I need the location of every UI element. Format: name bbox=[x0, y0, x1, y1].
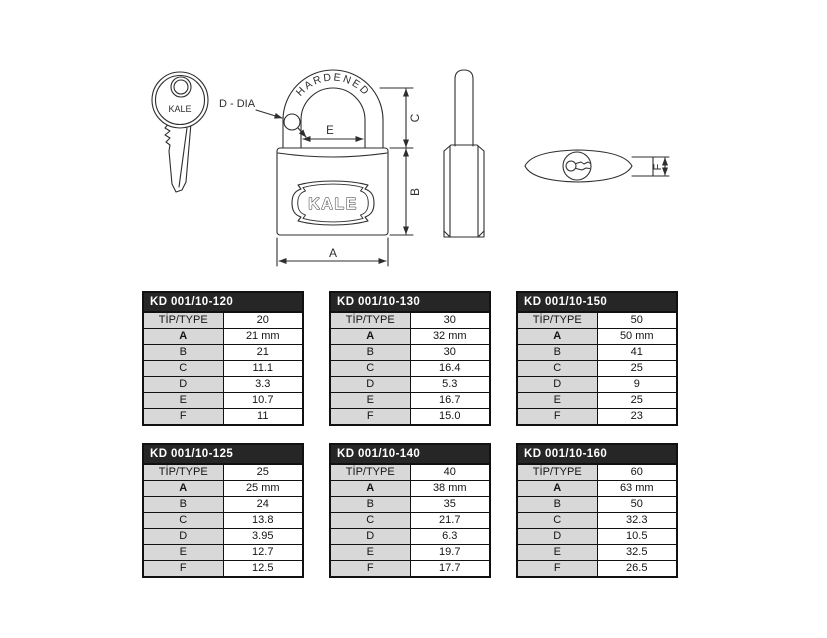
dim-value-cell: 12.5 bbox=[223, 561, 303, 578]
dim-label-cell: C bbox=[517, 361, 597, 377]
dim-value-cell: 23 bbox=[597, 409, 677, 426]
dim-e-label: E bbox=[326, 125, 334, 137]
dim-value-cell: 63 mm bbox=[597, 481, 677, 497]
table-row bbox=[330, 545, 490, 561]
dim-label-cell: D bbox=[517, 377, 597, 393]
dim-label-cell: B bbox=[330, 497, 410, 513]
dim-label-cell: B bbox=[143, 497, 223, 513]
bottom-body-outline bbox=[525, 150, 632, 182]
model-header: KD 001/10-125 bbox=[143, 444, 303, 464]
spec-tables-grid bbox=[142, 291, 678, 578]
dim-value-cell: 50 bbox=[597, 497, 677, 513]
dim-value-cell: 60 bbox=[597, 464, 677, 481]
dim-label-cell: A bbox=[330, 329, 410, 345]
badge-brand-text: KALE bbox=[308, 196, 358, 213]
table-row bbox=[143, 545, 303, 561]
dim-value-cell: 17.7 bbox=[410, 561, 490, 578]
dim-label-cell: A bbox=[143, 481, 223, 497]
model-header: KD 001/10-160 bbox=[517, 444, 677, 464]
model-header: KD 001/10-130 bbox=[330, 292, 490, 312]
table-row bbox=[330, 345, 490, 361]
spec-table-kd-130 bbox=[329, 291, 491, 426]
dim-label-cell: D bbox=[143, 377, 223, 393]
dim-value-cell: 10.7 bbox=[223, 393, 303, 409]
dim-label-cell: F bbox=[330, 409, 410, 426]
dim-label-cell: F bbox=[330, 561, 410, 578]
dim-label-cell: C bbox=[330, 361, 410, 377]
table-row bbox=[143, 409, 303, 426]
dim-value-cell: 6.3 bbox=[410, 529, 490, 545]
table-row bbox=[517, 513, 677, 529]
dim-label-cell: TİP/TYPE bbox=[517, 464, 597, 481]
spec-table-kd-120 bbox=[142, 291, 304, 426]
dim-value-cell: 40 bbox=[410, 464, 490, 481]
dim-label-cell: E bbox=[330, 545, 410, 561]
dim-value-cell: 16.7 bbox=[410, 393, 490, 409]
table-row bbox=[143, 361, 303, 377]
dim-value-cell: 32.3 bbox=[597, 513, 677, 529]
dim-a-label: A bbox=[328, 246, 338, 260]
dim-f-label: F bbox=[652, 163, 664, 171]
table-row bbox=[517, 481, 677, 497]
dim-value-cell: 20 bbox=[223, 312, 303, 329]
table-row bbox=[330, 361, 490, 377]
dimension-c bbox=[380, 88, 422, 148]
dim-value-cell: 25 bbox=[597, 393, 677, 409]
table-row bbox=[143, 481, 303, 497]
dim-label-cell: E bbox=[517, 393, 597, 409]
dim-value-cell: 25 mm bbox=[223, 481, 303, 497]
dim-value-cell: 11.1 bbox=[223, 361, 303, 377]
table-row bbox=[330, 409, 490, 426]
key-blade bbox=[165, 122, 191, 192]
dimension-f bbox=[652, 157, 669, 176]
table-row bbox=[330, 312, 490, 329]
table-row bbox=[330, 497, 490, 513]
dim-b-label: B bbox=[408, 187, 422, 197]
key-brand-text: KALE bbox=[168, 104, 192, 114]
dim-label-cell: B bbox=[143, 345, 223, 361]
dim-value-cell: 32.5 bbox=[597, 545, 677, 561]
table-row bbox=[330, 513, 490, 529]
dim-label-cell: E bbox=[517, 545, 597, 561]
dim-value-cell: 11 bbox=[223, 409, 303, 426]
dim-value-cell: 24 bbox=[223, 497, 303, 513]
dim-value-cell: 25 bbox=[597, 361, 677, 377]
dim-label-cell: E bbox=[143, 545, 223, 561]
dim-value-cell: 12.7 bbox=[223, 545, 303, 561]
table-row bbox=[143, 377, 303, 393]
dim-label-cell: TİP/TYPE bbox=[143, 464, 223, 481]
table-row bbox=[143, 497, 303, 513]
dim-value-cell: 10.5 bbox=[597, 529, 677, 545]
table-row bbox=[143, 513, 303, 529]
dim-value-cell: 21 mm bbox=[223, 329, 303, 345]
dim-value-cell: 25 bbox=[223, 464, 303, 481]
dim-value-cell: 15.0 bbox=[410, 409, 490, 426]
table-row bbox=[517, 377, 677, 393]
table-row bbox=[330, 561, 490, 578]
dim-label-cell: A bbox=[517, 329, 597, 345]
table-row bbox=[517, 561, 677, 578]
dim-value-cell: 30 bbox=[410, 345, 490, 361]
dimension-e bbox=[303, 125, 363, 139]
dim-value-cell: 3.95 bbox=[223, 529, 303, 545]
dim-label-cell: F bbox=[517, 409, 597, 426]
dim-label-cell: D bbox=[517, 529, 597, 545]
dim-label-cell: C bbox=[143, 513, 223, 529]
dim-label-cell: F bbox=[517, 561, 597, 578]
d-dia-label: D - DIA bbox=[218, 98, 256, 110]
model-header: KD 001/10-120 bbox=[143, 292, 303, 312]
spec-table-kd-150 bbox=[516, 291, 678, 426]
dim-label-cell: TİP/TYPE bbox=[330, 312, 410, 329]
dim-value-cell: 26.5 bbox=[597, 561, 677, 578]
dim-label-cell: C bbox=[330, 513, 410, 529]
dim-value-cell: 16.4 bbox=[410, 361, 490, 377]
table-row bbox=[517, 329, 677, 345]
table-row bbox=[517, 312, 677, 329]
table-row bbox=[517, 409, 677, 426]
dim-value-cell: 9 bbox=[597, 377, 677, 393]
table-row bbox=[517, 361, 677, 377]
table-row bbox=[330, 393, 490, 409]
dim-value-cell: 32 mm bbox=[410, 329, 490, 345]
table-row bbox=[143, 312, 303, 329]
dim-value-cell: 30 bbox=[410, 312, 490, 329]
table-row bbox=[517, 497, 677, 513]
dim-label-cell: C bbox=[143, 361, 223, 377]
table-row bbox=[143, 529, 303, 545]
technical-drawing bbox=[130, 35, 700, 285]
padlock-side-view bbox=[444, 70, 484, 237]
dim-label-cell: A bbox=[330, 481, 410, 497]
side-shackle-rod bbox=[455, 70, 473, 146]
d-dia-callout bbox=[219, 98, 306, 137]
table-row bbox=[143, 329, 303, 345]
d-dia-circle bbox=[284, 114, 300, 130]
hardened-text: HARDENED bbox=[293, 71, 373, 99]
key-drawing bbox=[152, 72, 208, 192]
padlock-front-view bbox=[219, 70, 422, 266]
table-row bbox=[330, 464, 490, 481]
dim-value-cell: 21.7 bbox=[410, 513, 490, 529]
spec-table-kd-140 bbox=[329, 443, 491, 578]
dim-value-cell: 21 bbox=[223, 345, 303, 361]
model-header: KD 001/10-140 bbox=[330, 444, 490, 464]
dim-label-cell: C bbox=[517, 513, 597, 529]
dim-label-cell: E bbox=[143, 393, 223, 409]
table-row bbox=[143, 393, 303, 409]
spec-table-kd-160 bbox=[516, 443, 678, 578]
dim-label-cell: TİP/TYPE bbox=[143, 312, 223, 329]
dimension-a bbox=[277, 238, 388, 266]
dim-value-cell: 3.3 bbox=[223, 377, 303, 393]
dim-value-cell: 41 bbox=[597, 345, 677, 361]
table-row bbox=[517, 464, 677, 481]
keyhole-icon bbox=[566, 161, 591, 171]
shackle-inner bbox=[301, 88, 365, 151]
dim-label-cell: D bbox=[330, 377, 410, 393]
table-row bbox=[517, 545, 677, 561]
dim-label-cell: TİP/TYPE bbox=[517, 312, 597, 329]
table-row bbox=[517, 529, 677, 545]
dim-value-cell: 19.7 bbox=[410, 545, 490, 561]
spec-table-kd-125 bbox=[142, 443, 304, 578]
dim-label-cell: TİP/TYPE bbox=[330, 464, 410, 481]
dim-label-cell: B bbox=[330, 345, 410, 361]
dim-value-cell: 50 bbox=[597, 312, 677, 329]
dim-value-cell: 38 mm bbox=[410, 481, 490, 497]
dim-c-label: C bbox=[408, 113, 422, 123]
dim-value-cell: 35 bbox=[410, 497, 490, 513]
table-row bbox=[330, 377, 490, 393]
dim-value-cell: 5.3 bbox=[410, 377, 490, 393]
table-row bbox=[143, 464, 303, 481]
table-row bbox=[330, 329, 490, 345]
dim-label-cell: F bbox=[143, 409, 223, 426]
dimension-b bbox=[390, 149, 422, 235]
dim-label-cell: D bbox=[330, 529, 410, 545]
cylinder-circle bbox=[563, 152, 591, 180]
dim-value-cell: 50 mm bbox=[597, 329, 677, 345]
dim-label-cell: D bbox=[143, 529, 223, 545]
dim-label-cell: A bbox=[517, 481, 597, 497]
table-row bbox=[143, 561, 303, 578]
table-row bbox=[517, 345, 677, 361]
table-row bbox=[330, 529, 490, 545]
table-row bbox=[143, 345, 303, 361]
dim-label-cell: B bbox=[517, 497, 597, 513]
table-row bbox=[517, 393, 677, 409]
dim-label-cell: B bbox=[517, 345, 597, 361]
dim-label-cell: E bbox=[330, 393, 410, 409]
dim-label-cell: A bbox=[143, 329, 223, 345]
dim-value-cell: 13.8 bbox=[223, 513, 303, 529]
dim-label-cell: F bbox=[143, 561, 223, 578]
table-row bbox=[330, 481, 490, 497]
model-header: KD 001/10-150 bbox=[517, 292, 677, 312]
padlock-bottom-view bbox=[525, 150, 669, 182]
